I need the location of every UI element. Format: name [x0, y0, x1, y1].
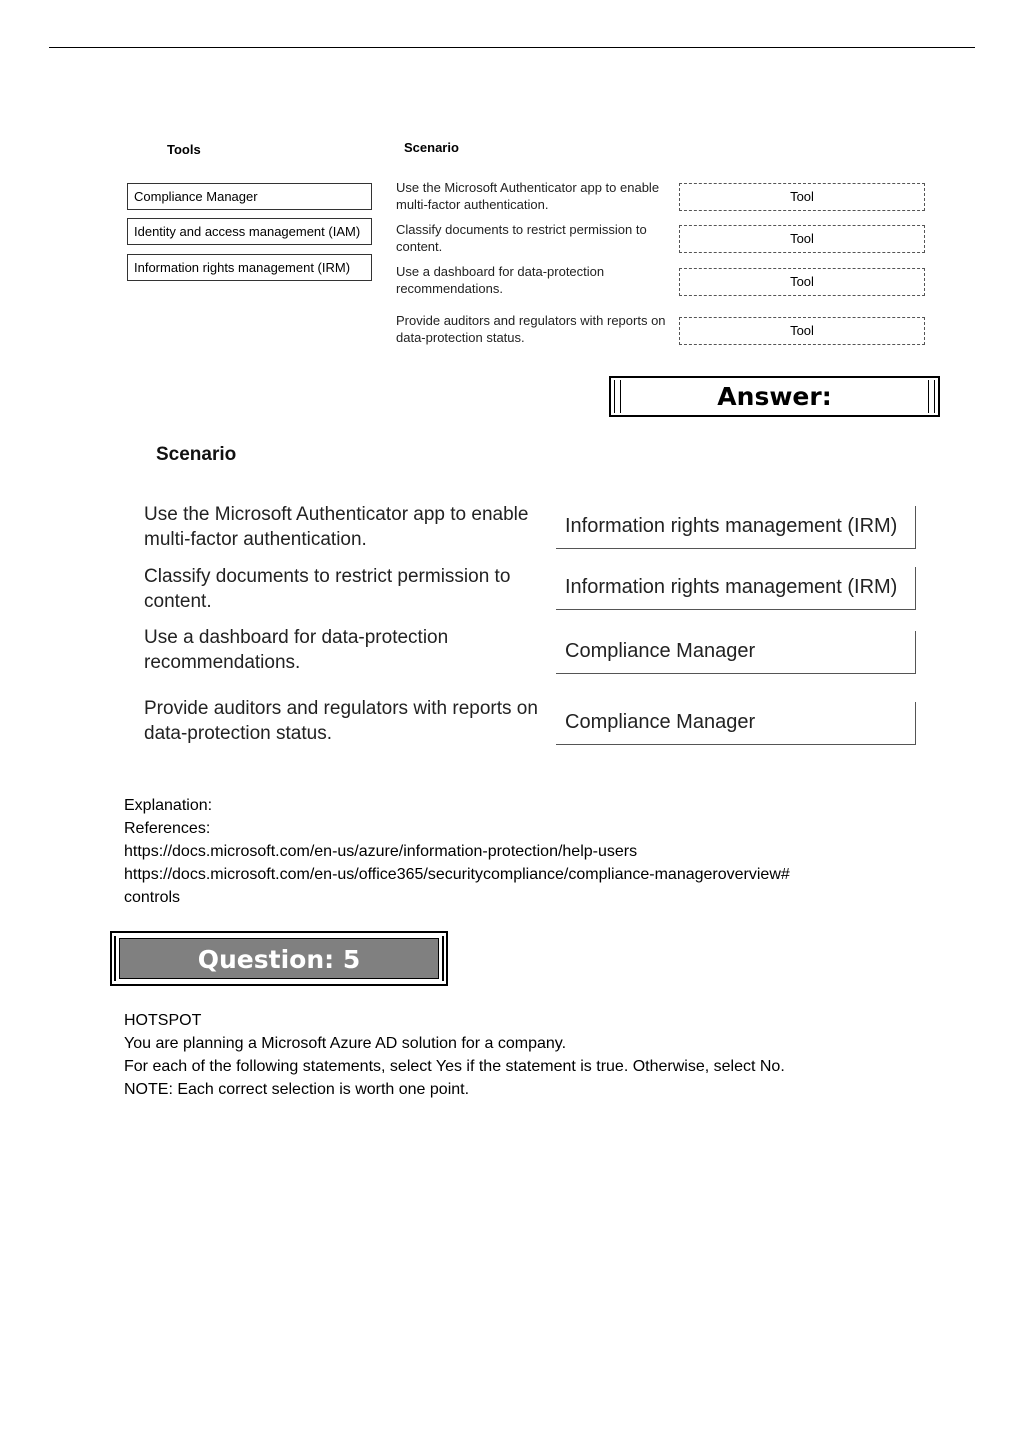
scenario-heading: Scenario [404, 140, 459, 155]
scenario-text: Use a dashboard for data-protection recommendations. [396, 264, 605, 296]
answer-scenario-text: Provide auditors and regulators with reports on data-protection status. [144, 698, 538, 744]
scenario-text: Use the Microsoft Authenticator app to enable multi-factor authentication. [396, 180, 660, 212]
answer-tool-box: Compliance Manager [556, 631, 916, 674]
tools-heading: Tools [167, 142, 201, 157]
scenario-text: Provide auditors and regulators with reports on data-protection status. [396, 313, 666, 345]
reference-link[interactable]: https://docs.microsoft.com/en-us/office365/securitycompliance/compliance-manageroverview# [124, 866, 790, 883]
header-rule [49, 47, 975, 48]
tool-option-compliance-manager[interactable]: Compliance Manager [127, 183, 372, 210]
answer-banner: Answer: [609, 376, 940, 417]
question-banner-label: Question: 5 [119, 938, 439, 979]
tool-option-irm[interactable]: Information rights management (IRM) [127, 254, 372, 281]
tool-option-iam[interactable]: Identity and access management (IAM) [127, 218, 372, 245]
references-label: References: [124, 820, 211, 837]
tool-drop-slot[interactable]: Tool [679, 268, 925, 296]
tool-drop-slot[interactable]: Tool [679, 225, 925, 253]
answer-tool-box: Compliance Manager [556, 702, 916, 745]
explanation-label: Explanation: [124, 797, 213, 814]
question-line: NOTE: Each correct selection is worth one point. [124, 1081, 470, 1098]
answer-scenario-text: Classify documents to restrict permission to content. [144, 566, 511, 612]
question-line: For each of the following statements, select Yes if the statement is true. Otherwise, select No. [124, 1058, 785, 1075]
answer-scenario-text: Use a dashboard for data-protection recommendations. [144, 627, 449, 673]
answer-tool-box: Information rights management (IRM) [556, 567, 916, 610]
question-line: You are planning a Microsoft Azure AD solution for a company. [124, 1035, 567, 1052]
answer-scenario-heading: Scenario [156, 444, 237, 465]
reference-link[interactable]: https://docs.microsoft.com/en-us/azure/information-protection/help-users [124, 843, 638, 860]
scenario-text: Classify documents to restrict permission to content. [396, 222, 647, 254]
answer-tool-box: Information rights management (IRM) [556, 506, 916, 549]
explanation-block [124, 794, 984, 909]
tool-drop-slot[interactable]: Tool [679, 317, 925, 345]
tool-drop-slot[interactable]: Tool [679, 183, 925, 211]
reference-link-continuation: controls [124, 889, 181, 906]
question-banner [110, 931, 448, 986]
question-type: HOTSPOT [124, 1012, 202, 1029]
question-block [124, 1009, 984, 1101]
answer-scenario-text: Use the Microsoft Authenticator app to enable multi-factor authentication. [144, 504, 529, 550]
